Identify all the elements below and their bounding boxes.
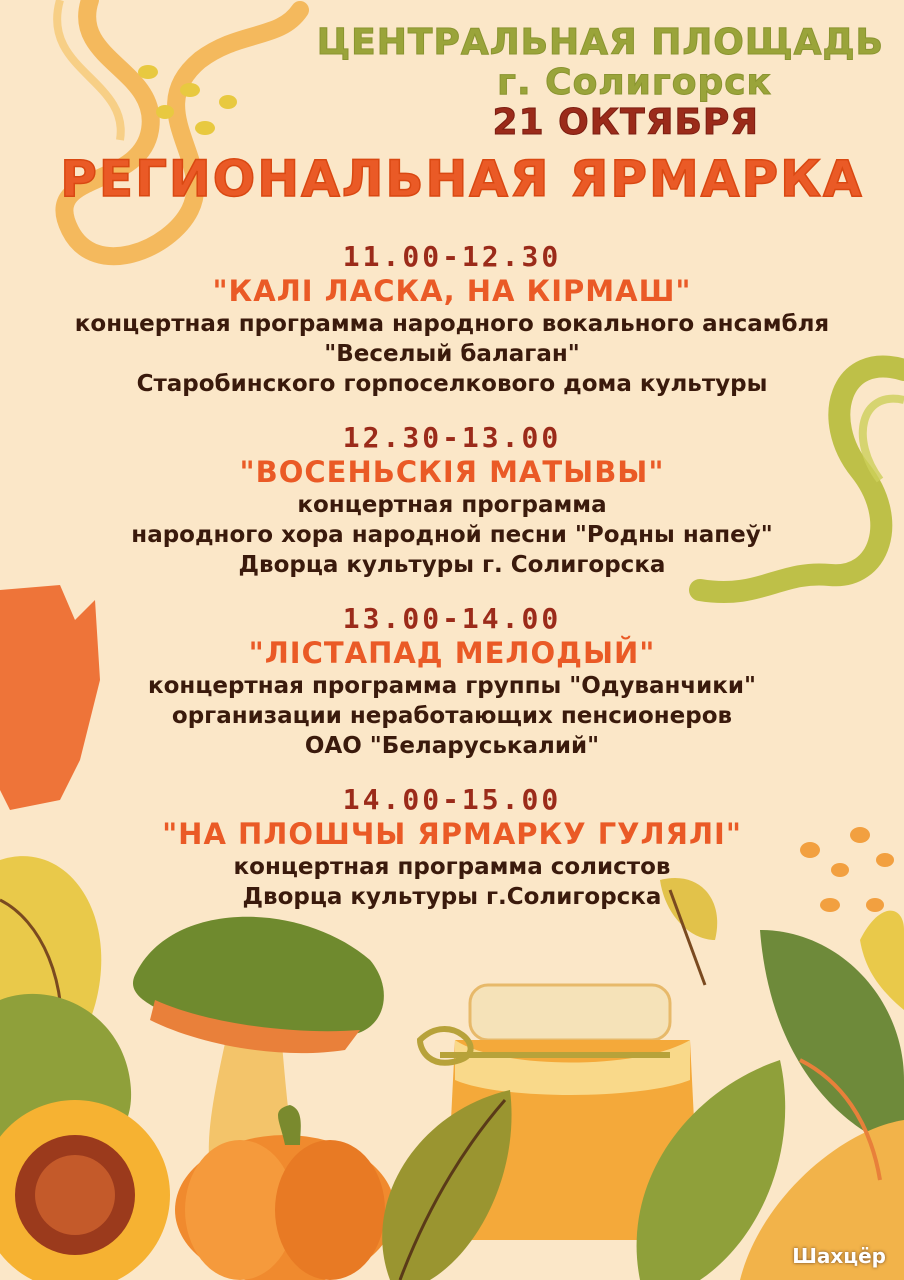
event-time: 12.30-13.00: [342, 421, 562, 454]
event-time: 13.00-14.00: [342, 602, 562, 635]
event-time: 11.00-12.30: [342, 240, 562, 273]
event-description-line: ОАО "Беларуськалий": [304, 733, 600, 759]
location-line-2: г. Солигорск: [497, 62, 772, 103]
sunflower-illustration: [0, 1100, 170, 1280]
event-description-line: концертная программа группы "Одуванчики": [148, 673, 756, 699]
watermark-logo: Шахцёр: [792, 1244, 886, 1268]
event-name: "ВОСЕНЬСКІЯ МАТЫВЫ": [239, 455, 665, 489]
event-name: "КАЛІ ЛАСКА, НА КІРМАШ": [212, 274, 692, 308]
poster-title: РЕГИОНАЛЬНАЯ ЯРМАРКА: [60, 150, 864, 208]
event-time: 14.00-15.00: [342, 783, 562, 816]
event-name: "ЛІСТАПАД МЕЛОДЫЙ": [248, 636, 656, 670]
pumpkin-illustration: [175, 1105, 395, 1280]
event-description-line: концертная программа: [297, 492, 607, 518]
event-name: "НА ПЛОШЧЫ ЯРМАРКУ ГУЛЯЛІ": [162, 817, 742, 851]
schedule-item: [0, 602, 904, 761]
event-date: 21 ОКТЯБРЯ: [492, 102, 759, 143]
event-description-line: "Веселый балаган": [324, 341, 580, 367]
event-description-line: концертная программа народного вокального ансамбля: [74, 311, 830, 337]
event-description-line: Дворца культуры г. Солигорска: [238, 552, 666, 578]
schedule-item: [0, 421, 904, 580]
autumn-leaves-center: [382, 1090, 511, 1280]
event-description-line: организации неработающих пенсионеров: [171, 703, 733, 729]
event-description-line: народного хора народной песни "Родны напеў": [131, 522, 773, 548]
event-description-line: Дворца культуры г.Солигорска: [242, 884, 662, 910]
schedule-item: [0, 240, 904, 399]
orange-swirl-decoration: [64, 0, 300, 256]
event-description-line: Старобинского горпоселкового дома культуры: [136, 371, 768, 397]
location-line-1: ЦЕНТРАЛЬНАЯ ПЛОЩАДЬ: [316, 22, 884, 63]
event-description-line: концертная программа солистов: [233, 854, 671, 880]
schedule-item: [0, 783, 904, 912]
schedule-list: [0, 240, 904, 934]
